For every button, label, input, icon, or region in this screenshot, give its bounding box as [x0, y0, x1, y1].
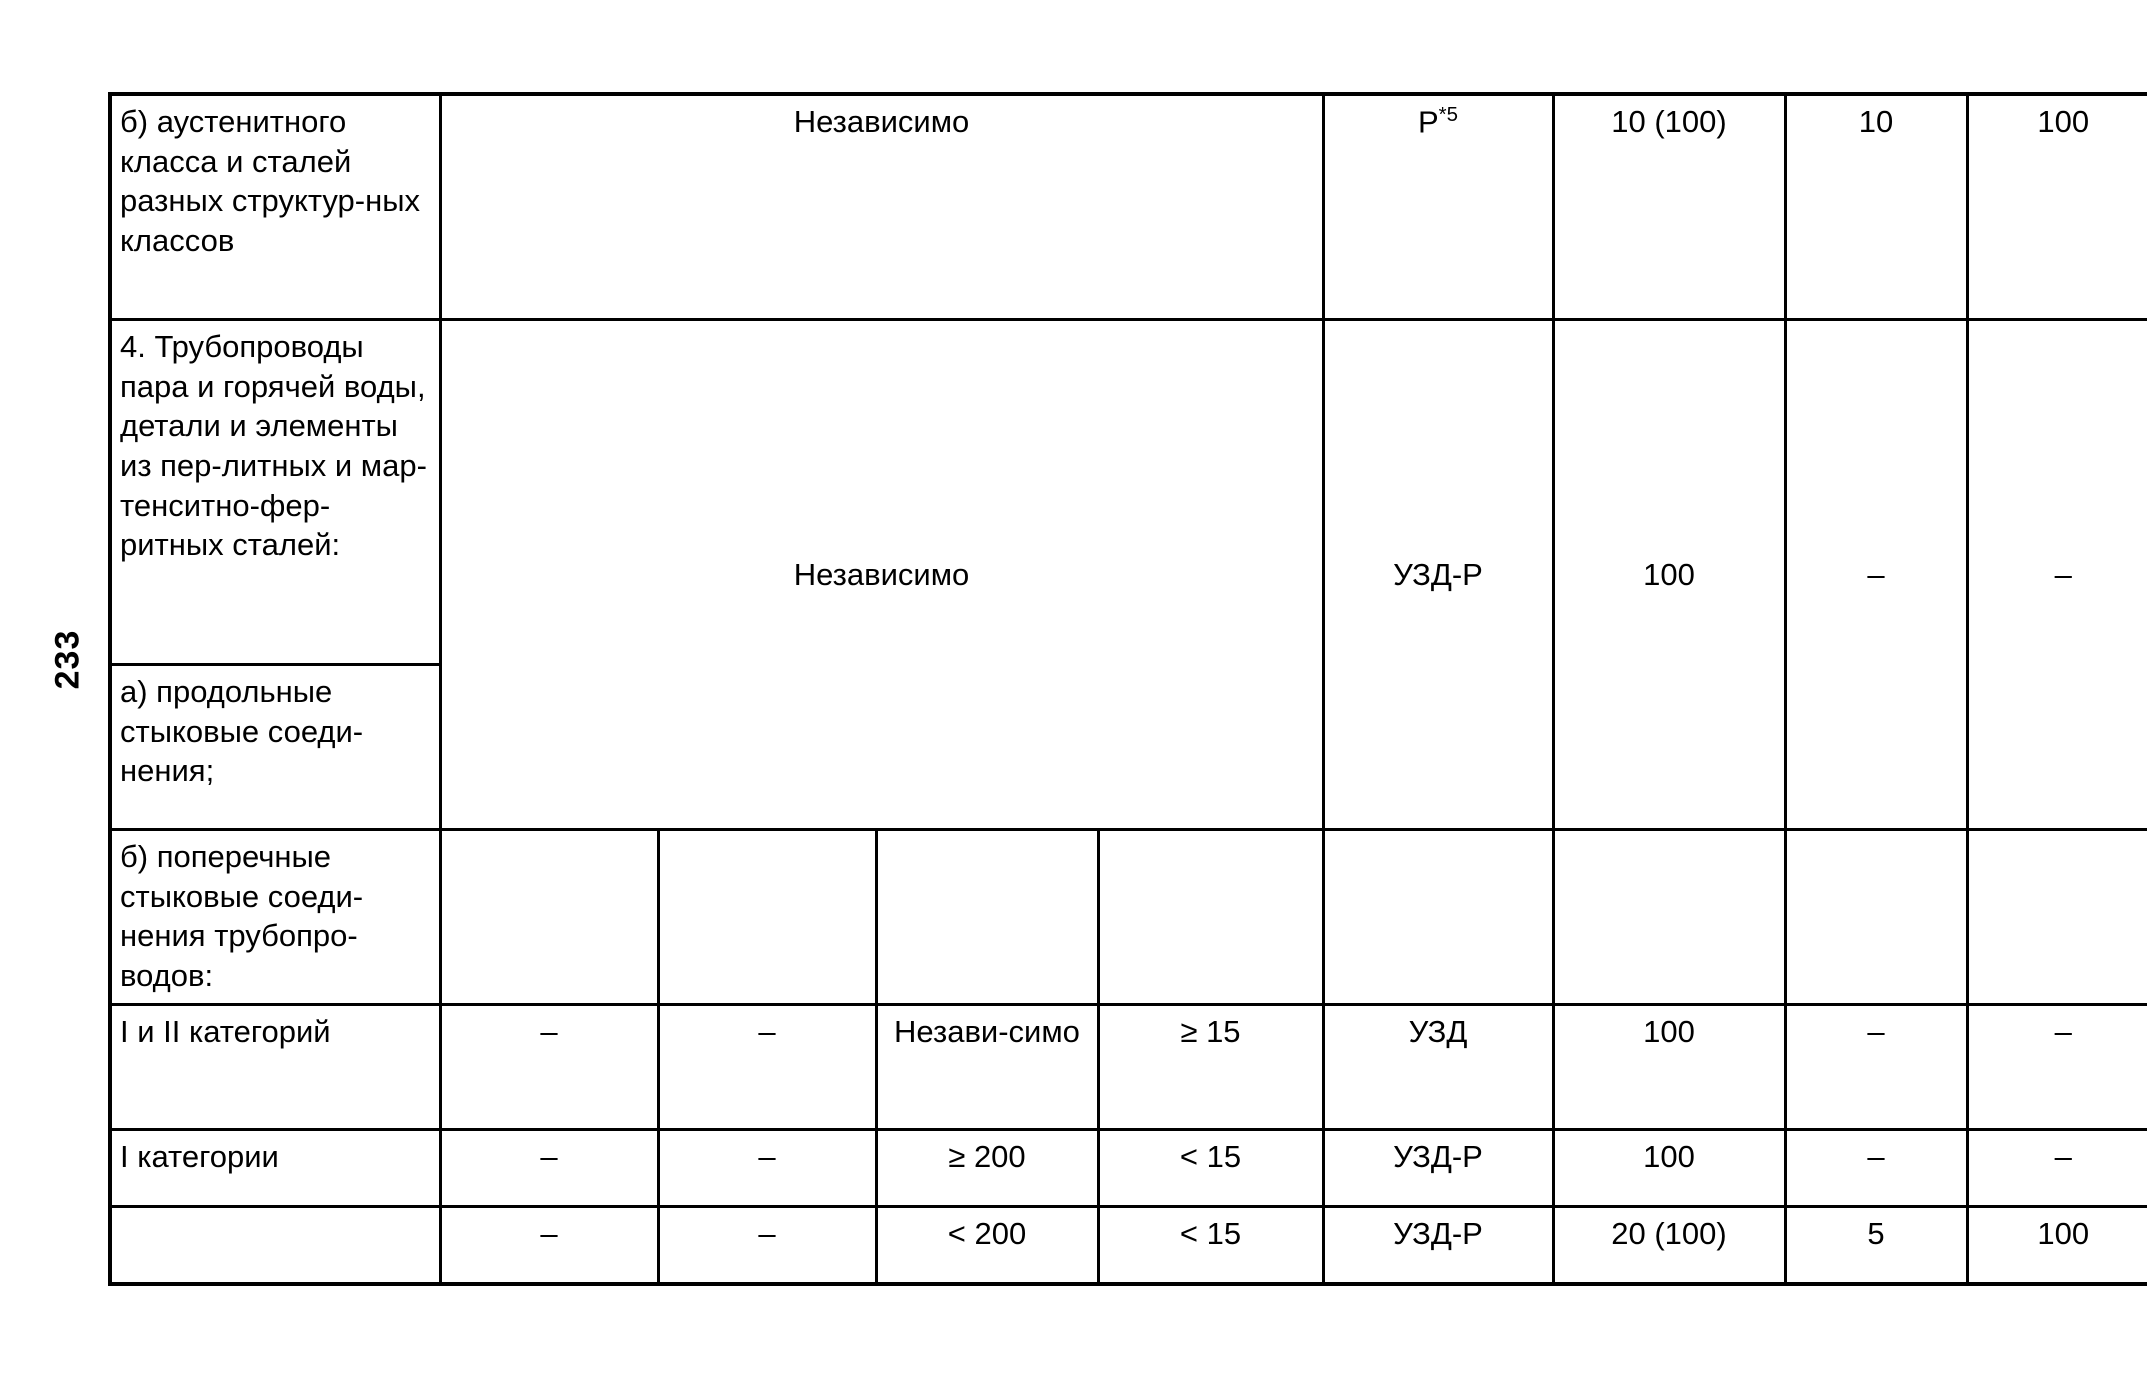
row-value-h: 100: [1967, 94, 2147, 320]
requirements-table: [108, 92, 2147, 1286]
empty-cell-a: [440, 830, 658, 1005]
row-value-g: –: [1785, 1005, 1967, 1130]
empty-cell-e: [1323, 830, 1553, 1005]
row-value-f: 100: [1553, 1005, 1785, 1130]
table-row: [110, 1130, 2147, 1207]
row-value-d: ≥ 15: [1098, 1005, 1323, 1130]
table-container: [108, 92, 2090, 1286]
method-footnote-marker: *5: [1438, 103, 1458, 126]
empty-cell-h: [1967, 830, 2147, 1005]
row-value-f: 100: [1553, 1130, 1785, 1207]
row-value-a: –: [440, 1207, 658, 1285]
row-method: УЗД-Р: [1323, 1130, 1553, 1207]
row-value-d: < 15: [1098, 1130, 1323, 1207]
row-description: [110, 1207, 440, 1285]
row-value-f: 100: [1553, 320, 1785, 830]
row-method: УЗД-Р: [1323, 1207, 1553, 1285]
empty-cell-c: [876, 830, 1098, 1005]
row-value-h: 100: [1967, 1207, 2147, 1285]
row-value-f: 20 (100): [1553, 1207, 1785, 1285]
row-method: УЗД: [1323, 1005, 1553, 1130]
empty-cell-b: [658, 830, 876, 1005]
row-description: 4. Трубопроводы пара и горячей воды, детали и элементы из пер-литных и мар-тенситно-фер-ритных сталей:: [110, 320, 440, 665]
row-method: УЗД-Р: [1323, 320, 1553, 830]
row-value-d: < 15: [1098, 1207, 1323, 1285]
row-value-f: 10 (100): [1553, 94, 1785, 320]
empty-cell-d: [1098, 830, 1323, 1005]
empty-cell-f: [1553, 830, 1785, 1005]
page-number: 233: [48, 629, 87, 690]
row-description: б) поперечные стыковые соеди-нения трубопро-водов:: [110, 830, 440, 1005]
row-span-note: Независимо: [440, 94, 1323, 320]
row-description: а) продольные стыковые соеди-нения;: [110, 665, 440, 830]
row-value-c: ≥ 200: [876, 1130, 1098, 1207]
table-row: [110, 1005, 2147, 1130]
row-value-a: –: [440, 1005, 658, 1130]
row-span-note: Независимо: [440, 320, 1323, 830]
row-description: б) аустенитного класса и сталей разных структур-ных классов: [110, 94, 440, 320]
row-value-b: –: [658, 1130, 876, 1207]
row-value-b: –: [658, 1005, 876, 1130]
row-value-a: –: [440, 1130, 658, 1207]
row-method: [1323, 94, 1553, 320]
row-description: I и II категорий: [110, 1005, 440, 1130]
empty-cell-g: [1785, 830, 1967, 1005]
row-value-b: –: [658, 1207, 876, 1285]
row-value-h: –: [1967, 1005, 2147, 1130]
table-row: [110, 830, 2147, 1005]
row-value-h: –: [1967, 320, 2147, 830]
row-value-g: 10: [1785, 94, 1967, 320]
row-value-g: 5: [1785, 1207, 1967, 1285]
row-value-h: –: [1967, 1130, 2147, 1207]
row-value-c: < 200: [876, 1207, 1098, 1285]
method-label: Р: [1417, 104, 1439, 140]
row-value-g: –: [1785, 1130, 1967, 1207]
table-row: [110, 1207, 2147, 1285]
table-row: [110, 94, 2147, 320]
row-value-c: Незави-симо: [876, 1005, 1098, 1130]
row-value-g: –: [1785, 320, 1967, 830]
table-row: [110, 320, 2147, 665]
row-description: I категории: [110, 1130, 440, 1207]
